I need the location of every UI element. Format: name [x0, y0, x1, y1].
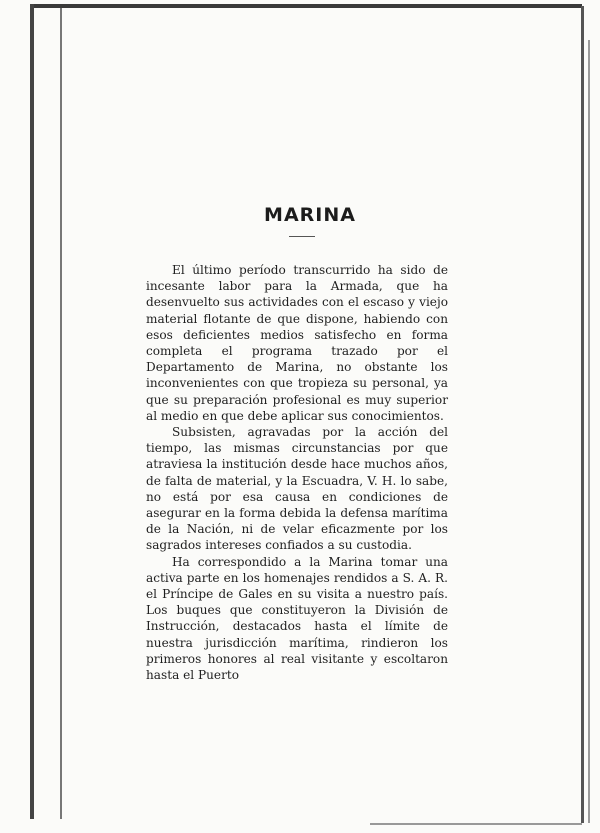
paragraph-2: Subsisten, agravadas por la acción del tiempo, las mismas circunstancias por que atraviesa la institución desde hace muchos años, de falta de material, y la Escuadra, V. H. lo sabe, no está por esa causa en condiciones de asegurar en la forma debida la defensa marítima de la Nación, ni de velar eficazmente por los sagrados intereses confiados a su custodia.	[146, 425, 448, 553]
paragraph-1: El último período transcurrido ha sido de incesante labor para la Armada, que ha desenvuelto sus actividades con el escaso y viejo material flotante de que dispone, habiendo con esos deficientes medios satisfecho en forma completa el programa trazado por el Departamento de Marina, no obstante los inconvenientes con que tropieza su personal, ya que su preparación profesional es muy superior al medio en que debe aplicar sus conocimientos.	[146, 263, 448, 423]
page-edge-top	[30, 4, 582, 8]
page-edge-bottom	[370, 823, 582, 825]
section-title: MARINA	[264, 204, 356, 226]
page-margin-line	[60, 8, 62, 819]
page-edge-left	[30, 4, 34, 819]
paragraph-3: Ha correspondido a la Marina tomar una activa parte en los homenajes rendidos a S. A. R. el Príncipe de Gales en su visita a nuestro país. Los buques que constituyeron la División de Instrucción, destacados hasta el límite de nuestra jurisdicción marítima, rindieron los primeros honores al real visitante y escoltaron hasta el Puerto	[146, 554, 448, 683]
page-edge-right	[581, 6, 584, 823]
title-underline-rule	[289, 236, 315, 237]
page-edge-right-shadow	[588, 40, 590, 823]
body-text	[146, 262, 448, 683]
